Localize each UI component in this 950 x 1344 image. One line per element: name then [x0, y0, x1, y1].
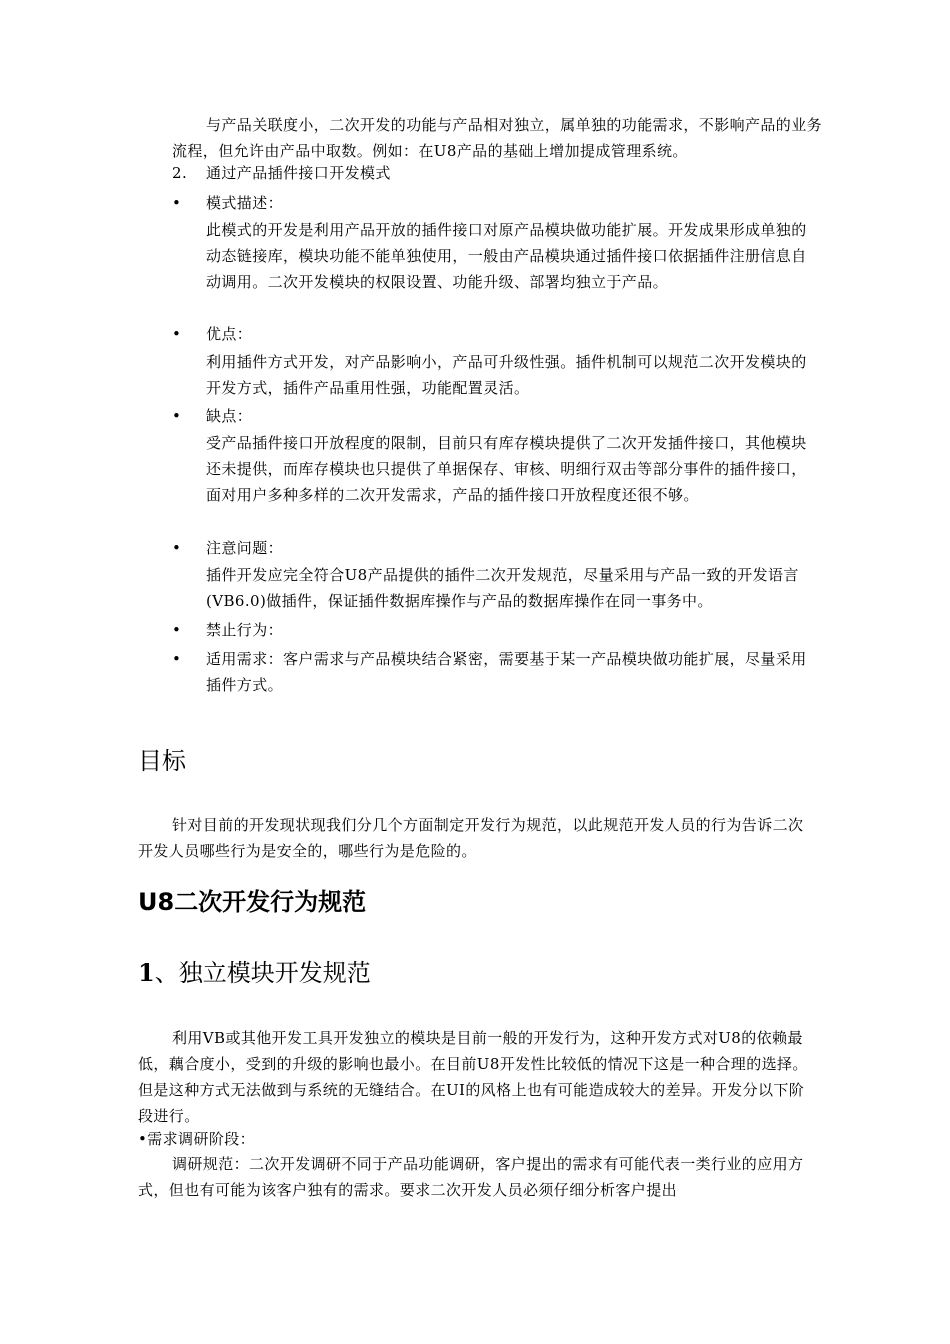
- numbered-item-2: [172, 160, 391, 186]
- bullet-label: 模式描述：: [206, 194, 284, 212]
- heading-independent-module: [138, 957, 371, 989]
- bullet-icon: •: [172, 539, 182, 557]
- bullet-text-mode-description: 此模式的开发是利用产品开放的插件接口对原产品模块做功能扩展。开发成果形成单独的动态链接库，模块功能不能单独使用，一般由产品模块通过插件接口依据插件注册信息自动调用。二次开发模块的权限设置、功能升级、部署均独立于产品。: [206, 221, 807, 291]
- item-title: 通过产品插件接口开发模式: [206, 164, 391, 182]
- bullet-label: 禁止行为：: [206, 621, 284, 639]
- bullet-icon: •: [172, 621, 182, 639]
- intro-paragraph: 与产品关联度小，二次开发的功能与产品相对独立，属单独的功能需求，不影响产品的业务流程，但允许由产品中取数。例如：在U8产品的基础上增加提成管理系统。: [172, 116, 823, 160]
- heading-text: 、独立模块开发规范: [154, 959, 371, 987]
- bullet-text-applicable: [206, 646, 818, 698]
- bullet-mode-description: [172, 190, 283, 216]
- bullet-label: 适用需求：: [206, 650, 284, 668]
- item-number: 2.: [172, 164, 188, 182]
- independent-module-paragraph: 利用VB或其他开发工具开发独立的模块是目前一般的开发行为，这种开发方式对U8的依赖最低，藕合度小，受到的升级的影响也最小。在目前U8开发性比较低的情况下这是一种合理的选择。但是这种方式无法做到与系统的无缝结合。在UI的风格上也有可能造成较大的差异。开发分以下阶段进行。: [138, 1029, 808, 1125]
- bullet-label: 注意问题：: [206, 539, 284, 557]
- goal-paragraph: 针对目前的开发现状现我们分几个方面制定开发行为规范，以此规范开发人员的行为告诉二次开发人员哪些行为是安全的，哪些行为是危险的。: [138, 816, 804, 860]
- bullet-label: 缺点：: [206, 407, 253, 425]
- bullet-text-notes: 插件开发应完全符合U8产品提供的插件二次开发规范，尽量采用与产品一致的开发语言(VB6.0)做插件，保证插件数据库操作与产品的数据库操作在同一事务中。: [206, 566, 799, 610]
- bullet-icon: •: [172, 194, 182, 212]
- heading-goal: 目标: [138, 747, 186, 775]
- bullet-label: 优点：: [206, 325, 253, 343]
- bullet-text-disadvantages: 受产品插件接口开放程度的限制，目前只有库存模块提供了二次开发插件接口，其他模块还未提供，而库存模块也只提供了单据保存、审核、明细行双击等部分事件的插件接口，面对用户多种多样的二次开发需求，产品的插件接口开放程度还很不够。: [206, 434, 807, 504]
- heading-u8-standards: U8二次开发行为规范: [138, 888, 367, 916]
- research-paragraph: 调研规范：二次开发调研不同于产品功能调研，客户提出的需求有可能代表一类行业的应用方式，但也有可能为该客户独有的需求。要求二次开发人员必须仔细分析客户提出: [138, 1155, 804, 1199]
- heading-number: 1: [138, 958, 155, 987]
- bullet-icon: •: [172, 325, 182, 343]
- bullet-notes: [172, 535, 283, 561]
- bullet-icon: •: [172, 407, 182, 425]
- bullet-advantages: [172, 321, 252, 347]
- stage-label-research: •需求调研阶段：: [138, 1130, 256, 1148]
- bullet-prohibited: [172, 617, 283, 643]
- bullet-disadvantages: [172, 403, 252, 429]
- bullet-text-advantages: 利用插件方式开发，对产品影响小，产品可升级性强。插件机制可以规范二次开发模块的开发方式，插件产品重用性强，功能配置灵活。: [206, 353, 807, 397]
- bullet-text: 客户需求与产品模块结合紧密，需要基于某一产品模块做功能扩展，尽量采用插件方式。: [206, 650, 807, 694]
- bullet-icon: •: [172, 650, 182, 668]
